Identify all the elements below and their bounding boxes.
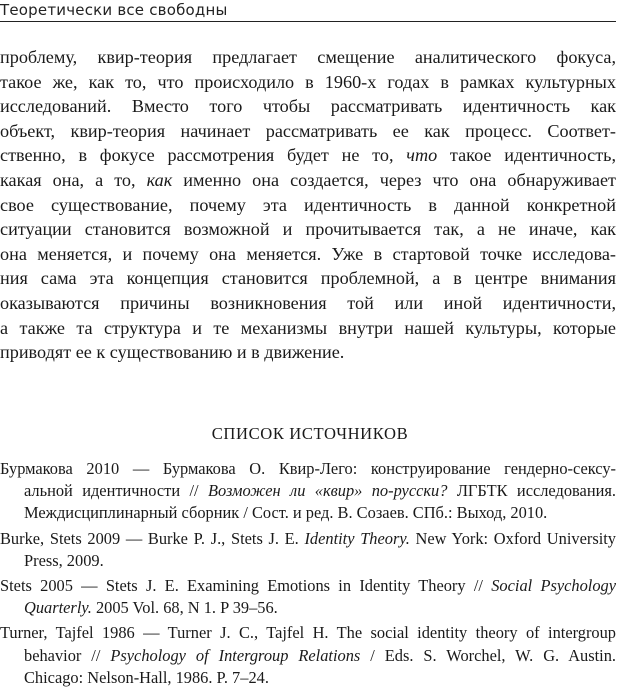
- paragraph-line: ситуации становится возможной и прочитывается так, а не иначе, как: [0, 219, 616, 240]
- running-head: Теоретически все свободны: [0, 0, 616, 22]
- references-heading: СПИСОК ИСТОЧНИКОВ: [211, 424, 409, 443]
- reference-title: Quarterly.: [24, 598, 92, 618]
- paragraph-line: объект, квир-теория начинает рассматривать ее как процесс. Соответ-: [0, 120, 616, 141]
- reference-line: Turner, Tajfel 1986 — Turner J. C., Tajfel H. The social identity theory of intergroup: [0, 623, 616, 643]
- reference-entry: [0, 622, 616, 689]
- reference-line: альной идентичности // Возможен ли «квир» по-русски? ЛГБТК исследования.: [24, 481, 616, 501]
- reference-line: Междисциплинарный сборник / Сост. и ред. В. Созаев. СПб.: Выход, 2010.: [24, 503, 548, 523]
- reference-line: Бурмакова 2010 — Бурмакова О. Квир-Лего: конструирование гендерно-сексу-: [0, 459, 616, 478]
- paragraph-line: а также та структура и те механизмы внутри нашей культуры, которые: [0, 317, 616, 338]
- emphasis: что: [406, 145, 438, 166]
- reference-line: Press, 2009.: [24, 550, 104, 570]
- paragraph-line: оказываются причины возникновения той или иной идентичности,: [0, 292, 616, 313]
- paragraph-line: какая она, а то, как именно она создается, через что она обнаруживает: [0, 169, 616, 190]
- paragraph-line: ния сама эта концепция становится проблемной, а в центре внимания: [0, 268, 616, 289]
- paragraph-line: ственно, в фокусе рассмотрения будет не то, что такое идентичность,: [0, 145, 616, 166]
- reference-title: Возможен ли «квир» по-русски?: [208, 481, 448, 501]
- reference-line: Stets 2005 — Stets J. E. Examining Emotions in Identity Theory // Social Psychology: [0, 576, 616, 596]
- reference-line: Burke, Stets 2009 — Burke P. J., Stets J. E. Identity Theory. New York: Oxford University: [0, 528, 616, 548]
- paragraph-line: проблему, квир-теория предлагает смещение аналитического фокуса,: [0, 47, 616, 67]
- paragraph-line: такое же, как то, что происходило в 1960-х годах в рамках культурных: [0, 71, 616, 92]
- reference-entry: [0, 528, 616, 572]
- paragraph-line: свое существование, почему эта идентичность в данной конкретной: [0, 194, 616, 215]
- reference-line: behavior // Psychology of Intergroup Relations / Eds. S. Worchel, W. G. Austin.: [24, 645, 616, 665]
- reference-line: Chicago: Nelson-Hall, 1986. P. 7–24.: [24, 667, 269, 687]
- reference-title: Identity Theory.: [304, 528, 410, 548]
- reference-title: Social Psychology: [491, 576, 616, 596]
- emphasis: как: [146, 169, 173, 190]
- reference-title: Psychology of Intergroup Relations: [110, 645, 361, 665]
- body-paragraph: [0, 45, 616, 365]
- paragraph-line: исследований. Вместо того чтобы рассматривать идентичность как: [0, 96, 616, 117]
- reference-line: Quarterly. 2005 Vol. 68, N 1. P 39–56.: [24, 598, 278, 618]
- paragraph-line: она меняется, и почему она меняется. Уже в стартовой точке исследова-: [0, 243, 616, 264]
- references-list: [0, 458, 616, 692]
- reference-entry: [0, 575, 616, 619]
- reference-entry: [0, 458, 616, 525]
- paragraph-line: приводят ее к существованию и в движение.: [0, 342, 345, 363]
